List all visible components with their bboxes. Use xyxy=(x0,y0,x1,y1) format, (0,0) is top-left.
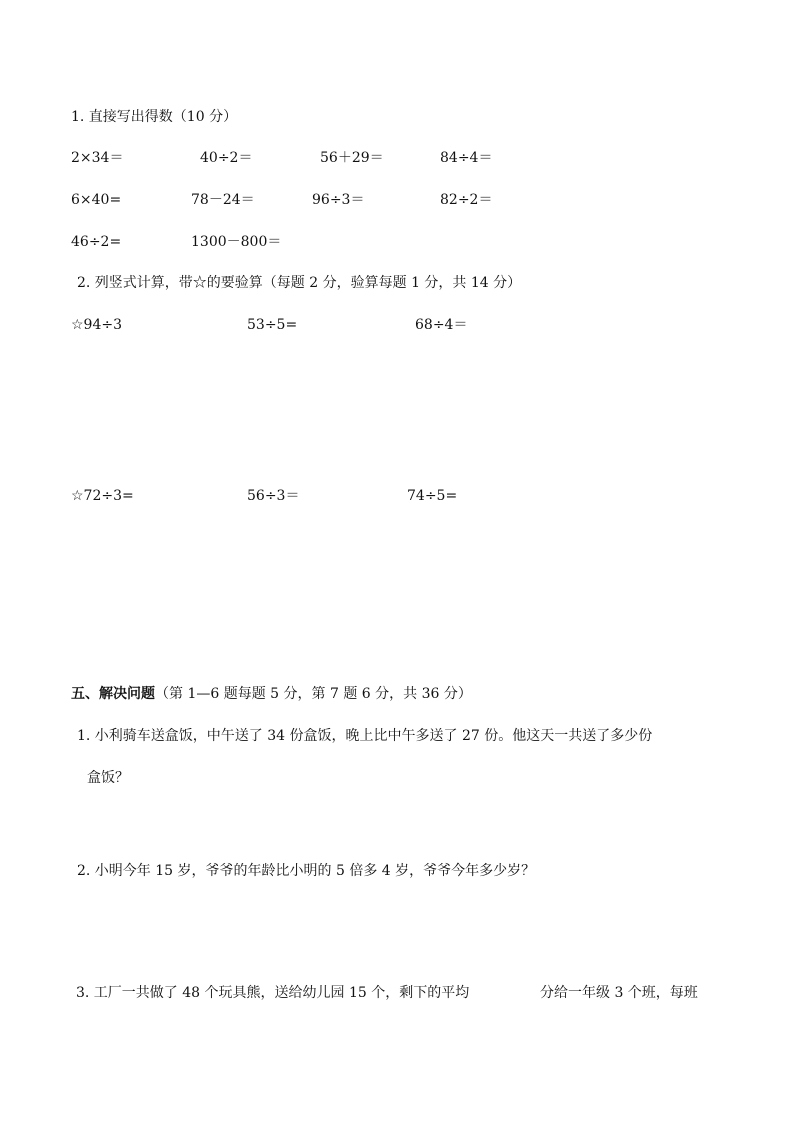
oral-calc-item: 2×34＝ xyxy=(71,150,124,166)
oral-calc-item: 46÷2= xyxy=(71,234,122,250)
problem-3-line-1a: 3. 工厂一共做了 48 个玩具熊，送给幼儿园 15 个，剩下的平均 xyxy=(76,985,470,1001)
vertical-calc-item: ☆94÷3 xyxy=(71,317,123,333)
oral-calc-item: 78－24＝ xyxy=(191,192,255,208)
section5-title: 五、解决问题 xyxy=(71,686,155,702)
vertical-calc-item: 68÷4＝ xyxy=(415,317,468,333)
problem-1-line-2: 盒饭？ xyxy=(87,770,129,786)
vertical-calc-item: 56÷3＝ xyxy=(247,488,300,504)
problem-2-line-1: 2. 小明今年 15 岁，爷爷的年龄比小明的 5 倍多 4 岁，爷爷今年多少岁？ xyxy=(77,863,536,879)
section5-note: （第 1—6 题每题 5 分，第 7 题 6 分，共 36 分） xyxy=(155,686,472,702)
problem-3-line-1b: 分给一年级 3 个班，每班 xyxy=(540,985,698,1001)
oral-calc-item: 84÷4＝ xyxy=(440,150,493,166)
oral-calc-item: 40÷2＝ xyxy=(200,150,253,166)
vertical-calc-item: 74÷5= xyxy=(407,488,458,504)
section5-heading xyxy=(71,684,472,704)
problem-1-line-1: 1. 小利骑车送盒饭，中午送了 34 份盒饭，晚上比中午多送了 27 份。他这天一共送了多少份 xyxy=(77,728,653,744)
vertical-calc-item: ☆72÷3= xyxy=(71,488,134,504)
q1-heading: 1. 直接写出得数（10 分） xyxy=(71,109,238,125)
q2-heading: 2. 列竖式计算，带☆的要验算（每题 2 分，验算每题 1 分，共 14 分） xyxy=(77,275,522,291)
oral-calc-item: 6×40= xyxy=(71,192,122,208)
oral-calc-item: 1300－800＝ xyxy=(191,234,282,250)
oral-calc-item: 96÷3＝ xyxy=(312,192,365,208)
oral-calc-item: 56＋29＝ xyxy=(320,150,384,166)
oral-calc-item: 82÷2＝ xyxy=(440,192,493,208)
vertical-calc-item: 53÷5= xyxy=(247,317,298,333)
